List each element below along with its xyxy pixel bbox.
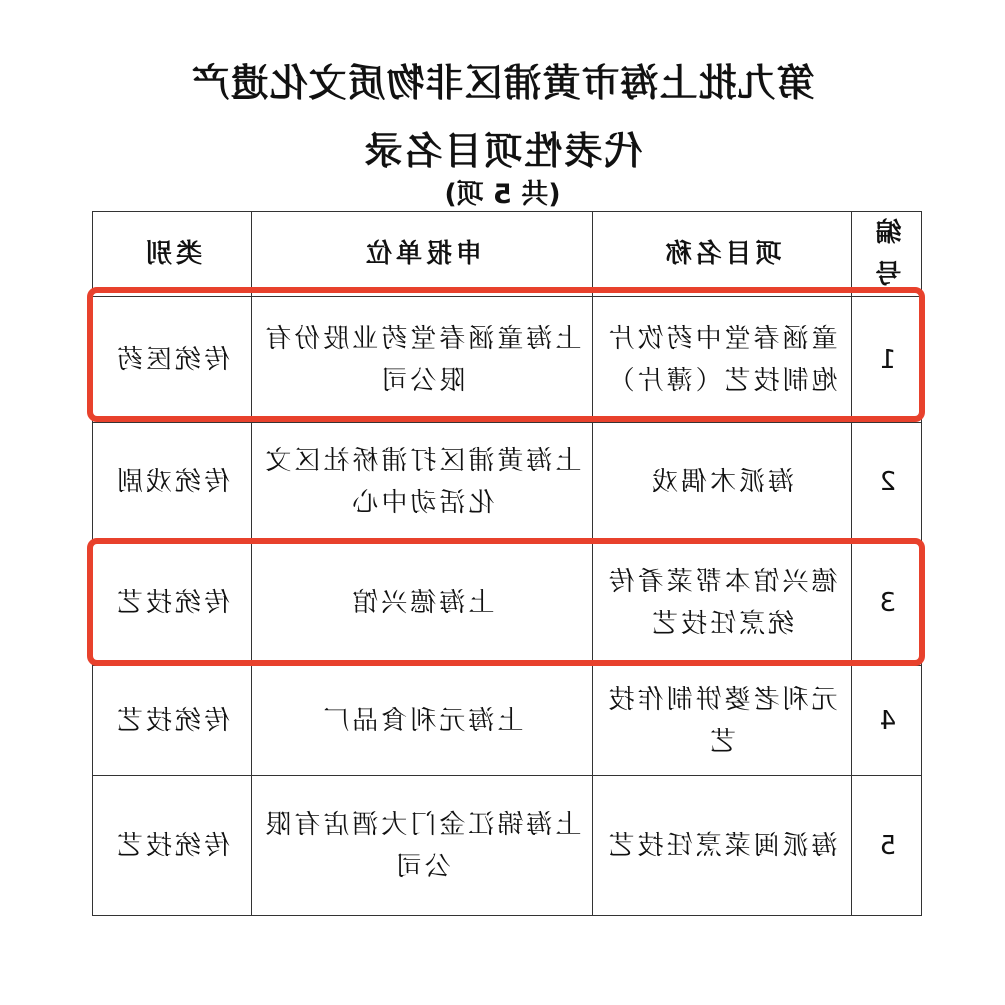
row-project-name: 元利老婆饼制作技艺	[592, 666, 851, 776]
table-row	[93, 541, 922, 666]
row-category: 传统技艺	[93, 776, 252, 916]
row-project-name: 海派闽菜烹饪技艺	[592, 776, 851, 916]
document-subtitle: (共 5 项)	[444, 179, 561, 210]
header-applicant: 申报单位	[252, 212, 593, 297]
row-number: 3	[851, 541, 921, 666]
header-number-top: 编	[871, 218, 902, 248]
header-category: 类别	[93, 212, 252, 297]
table-row	[93, 666, 922, 776]
row-applicant: 上海黄浦区打浦桥社区文化活动中心	[252, 423, 593, 541]
row-applicant: 上海德兴馆	[252, 541, 593, 666]
row-category: 传统技艺	[93, 541, 252, 666]
row-number: 4	[851, 666, 921, 776]
header-project-name: 项目名称	[592, 212, 851, 297]
table-row	[93, 297, 922, 423]
table-row	[93, 423, 922, 541]
table-row	[93, 776, 922, 916]
row-category: 传统戏剧	[93, 423, 252, 541]
row-category: 传统技艺	[93, 666, 252, 776]
heritage-project-table	[92, 211, 922, 916]
row-number: 5	[851, 776, 921, 916]
row-category: 传统医药	[93, 297, 252, 423]
row-project-name: 海派木偶戏	[592, 423, 851, 541]
row-project-name: 童涵春堂中药饮片炮制技艺（薄片）	[592, 297, 851, 423]
header-number	[851, 212, 921, 297]
row-number: 2	[851, 423, 921, 541]
row-applicant: 上海童涵春堂药业股份有限公司	[252, 297, 593, 423]
row-project-name: 德兴馆本帮菜肴传统烹饪技艺	[592, 541, 851, 666]
header-number-bottom: 号	[871, 260, 902, 290]
row-applicant: 上海元利食品厂	[252, 666, 593, 776]
row-applicant: 上海锦江金门大酒店有限公司	[252, 776, 593, 916]
document-title-line-1: 第九批上海市黄浦区非物质文化遗产	[190, 61, 815, 105]
row-number: 1	[851, 297, 921, 423]
document-title-line-2: 代表性项目名录	[362, 129, 643, 173]
table-header-row	[93, 212, 922, 297]
